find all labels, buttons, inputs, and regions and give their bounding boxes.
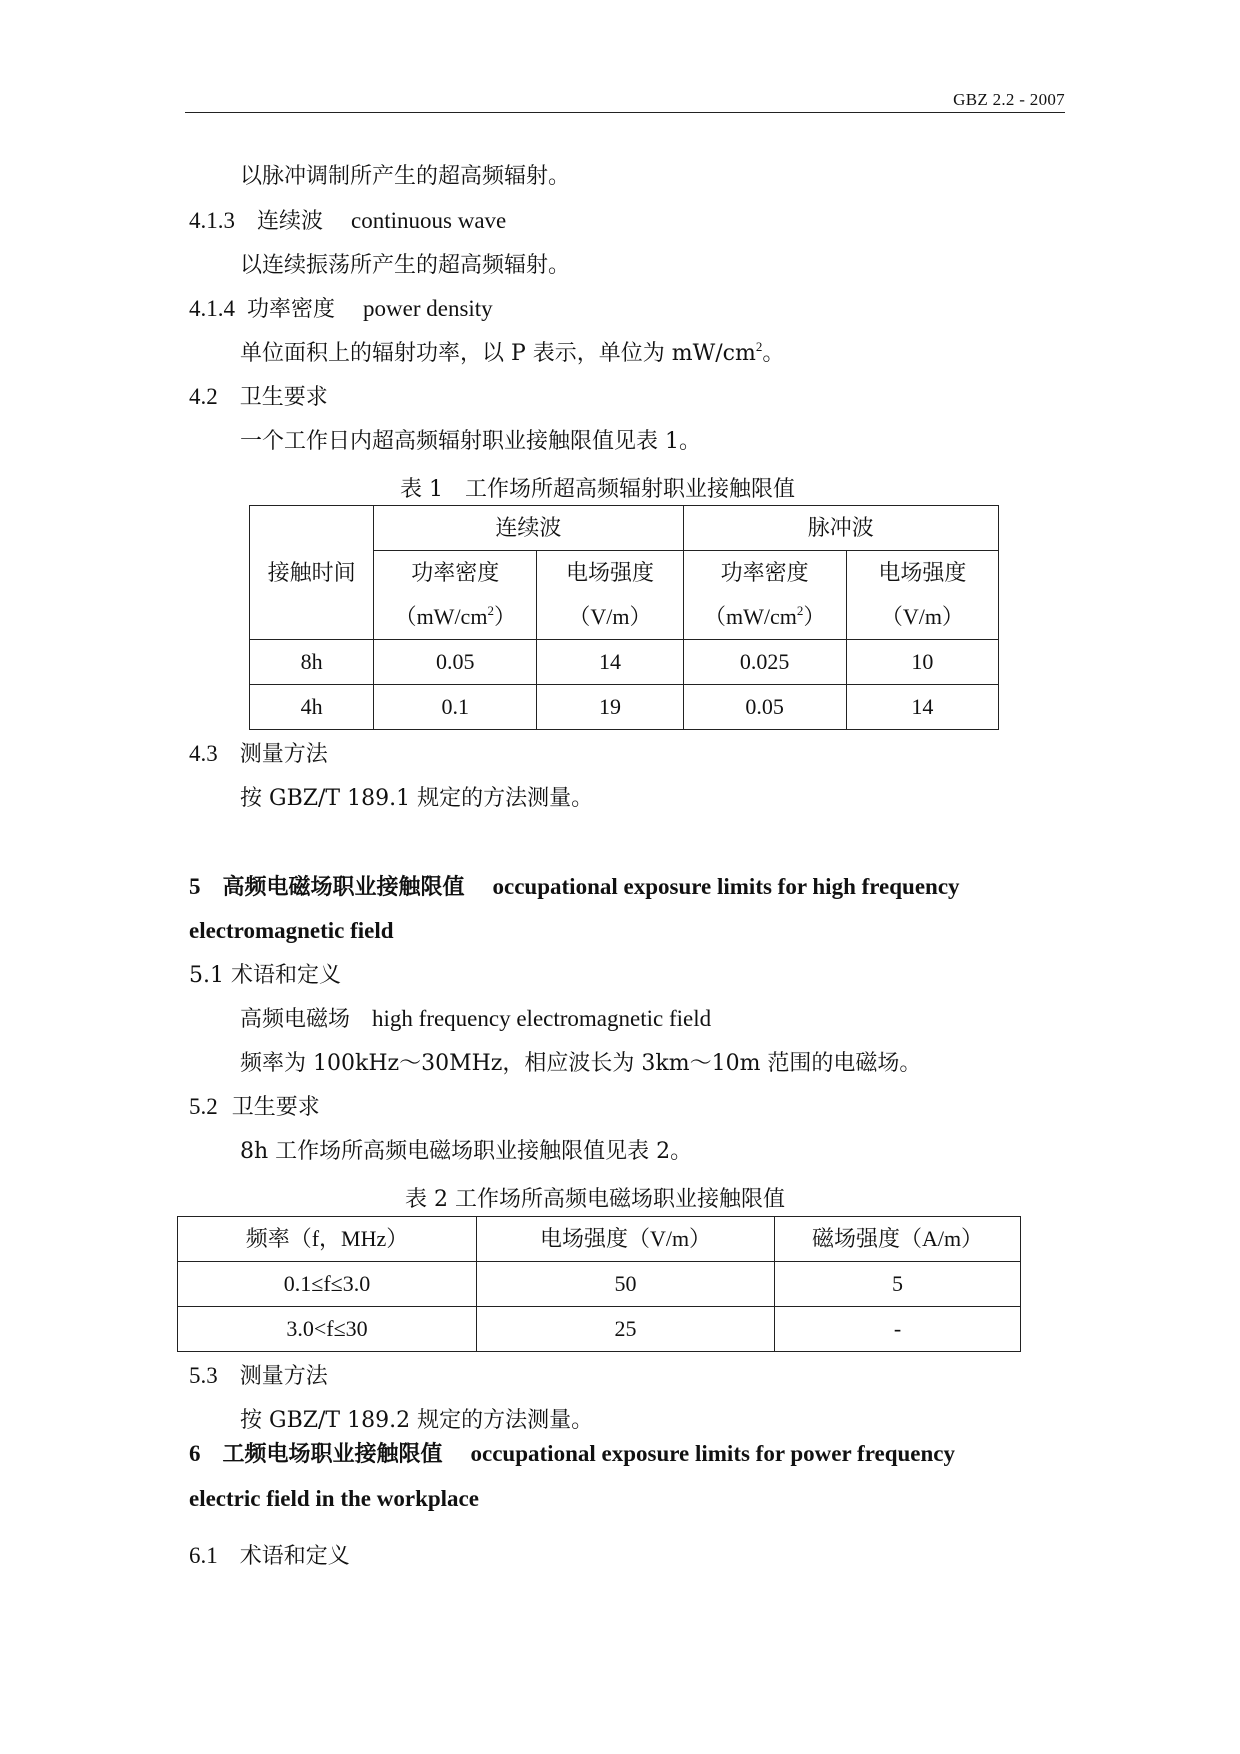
section-4-1-3-heading: 4.1.3 连续波 continuous wave (189, 208, 507, 234)
section-4-1-4-heading: 4.1.4 功率密度 power density (189, 296, 493, 322)
document-code-header: GBZ 2.2 - 2007 (953, 90, 1065, 109)
table-2-hf-limits (177, 1216, 1021, 1352)
group-continuous-wave-header: 连续波 (374, 506, 683, 551)
section-4-2-paragraph: 一个工作日内超高频辐射职业接触限值见表 1。 (240, 429, 701, 454)
header-rule (185, 112, 1065, 113)
pulse-electric-field-header: 电场强度 （V/m） (846, 551, 998, 640)
table-row: 0.1≤f≤3.0 50 5 (178, 1262, 1021, 1307)
section-number: 4.1.4 (189, 296, 235, 321)
power-density-definition: 单位面积上的辐射功率，以 P 表示，单位为 $mW/cm^2$。 (240, 339, 785, 366)
section-5-2-paragraph: 8h 工作场所高频电磁场职业接触限值见表 2。 (240, 1139, 693, 1164)
section-number: 4.1.3 (189, 208, 235, 233)
table-row: 4h 0.1 19 0.05 14 (250, 685, 999, 730)
table-2-caption: 表 2 工作场所高频电磁场职业接触限值 (405, 1187, 785, 1212)
section-4-3-paragraph: 按 GBZ/T 189.1 规定的方法测量。 (240, 786, 594, 811)
cw-electric-field-header: 电场强度 （V/m） (537, 551, 683, 640)
continuous-wave-definition: 以连续振荡所产生的超高频辐射。 (240, 253, 571, 278)
col-exposure-time-header: 接触时间 (250, 506, 374, 640)
col-magnetic-field-header: 磁场强度（A/m） (775, 1217, 1021, 1262)
table-1-caption: 表 1 工作场所超高频辐射职业接触限值 (400, 477, 795, 502)
section-6-1-heading: 6.1 术语和定义 (189, 1543, 350, 1569)
section-6-heading-cont: electric field in the workplace (189, 1486, 479, 1511)
section-5-1-heading: 5.1 术语和定义 (189, 963, 341, 988)
table-1-uhf-limits (249, 505, 999, 730)
section-5-3-heading: 5.3 测量方法 (189, 1363, 328, 1389)
section-5-2-heading: 5.2 卫生要求 (189, 1094, 320, 1120)
pulse-definition: 以脉冲调制所产生的超高频辐射。 (240, 164, 571, 189)
group-pulse-wave-header: 脉冲波 (683, 506, 998, 551)
pulse-power-density-header: 功率密度 $(mW/cm^2)$ (683, 551, 846, 640)
table-row: 3.0<f≤30 25 - (178, 1307, 1021, 1352)
section-6-heading: 6 工频电场职业接触限值 occupational exposure limits for power frequency (189, 1441, 955, 1467)
section-5-3-paragraph: 按 GBZ/T 189.2 规定的方法测量。 (240, 1408, 594, 1433)
hf-em-field-definition: 频率为 100kHz～30MHz，相应波长为 3km～10m 范围的电磁场。 (240, 1051, 922, 1076)
section-5-heading-cont: electromagnetic field (189, 918, 394, 943)
table-row: 8h 0.05 14 0.025 10 (250, 640, 999, 685)
hf-em-field-term: 高频电磁场 high frequency electromagnetic field (240, 1006, 712, 1032)
col-frequency-header: 频率（f，MHz） (178, 1217, 477, 1262)
section-4-3-heading: 4.3 测量方法 (189, 741, 328, 767)
section-4-2-heading: 4.2 卫生要求 (189, 384, 328, 410)
col-electric-field-header: 电场强度（V/m） (477, 1217, 775, 1262)
section-5-heading: 5 高频电磁场职业接触限值 occupational exposure limits for high frequency (189, 874, 960, 900)
cw-power-density-header: 功率密度 $(mW/cm^2)$ (374, 551, 537, 640)
